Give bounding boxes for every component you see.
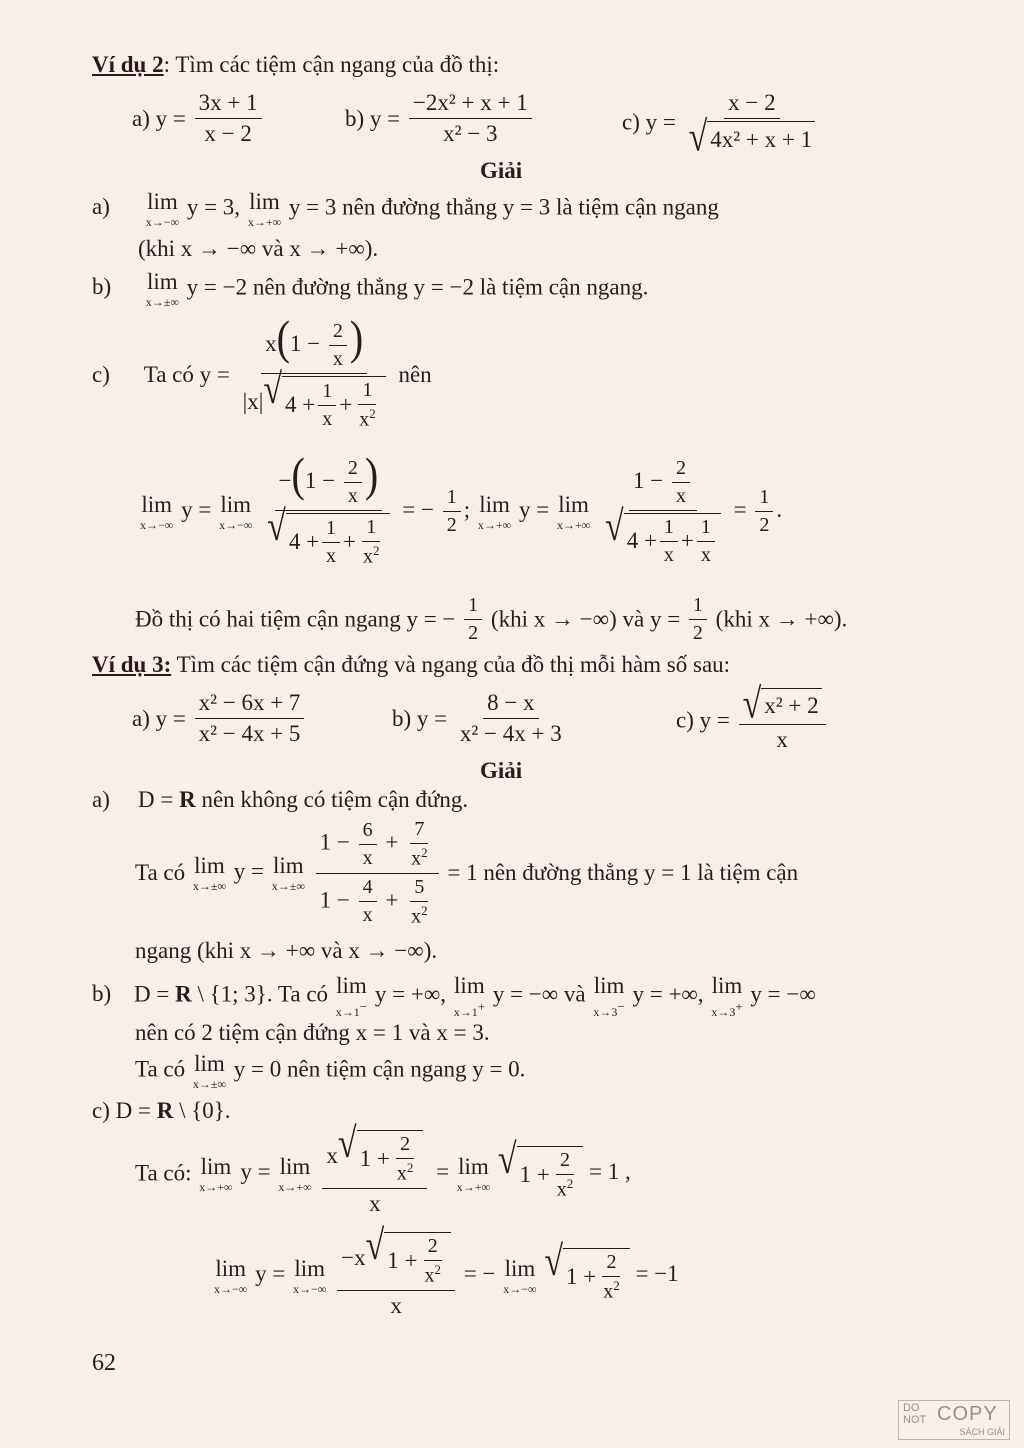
example-3-a-formula: a) y = $\frac{\text{x² − 6x + 7}}{\text{x² − 4x + 5}}$ [132, 690, 307, 748]
ex3-sol-b-line3: Ta có lim x→±∞ y = 0 nên tiệm cận ngang y = 0. [135, 1051, 526, 1091]
ex3-sol-c-line1: c) D = R \ {0}. [92, 1098, 231, 1123]
page-number: 62 [92, 1350, 116, 1376]
example-2-a-formula: a) y = $\frac{3x + 1}{x - 2}$ [132, 90, 265, 148]
ex3-sol-b-line1: b) D = R \ {1; 3}. Ta có lim x→1− y = +∞, lim x→1+ y = −∞ và lim x→3− y = +∞, lim x→3+ y = −∞ [92, 973, 816, 1019]
ex2-sol-c-limits: lim x→−∞ y = lim x→−∞ −(1 − $\frac{2}{x}$ ) √ 4 + $\frac{1}{x}$ + $\frac{1}{x^2}$ = − $\frac{1}{2}$ ; lim x→+∞ y = lim x→+∞ 1 − $\frac{2}{x}$ √ 4 + $\frac{1}{x}$ + $\frac{1}{x}$ = $\frac{1}{2}$ . [140, 447, 783, 568]
example-3-c-formula: c) y = √ x² + 2 x [676, 688, 829, 753]
ex3-sol-b-line2: nên có 2 tiệm cận đứng x = 1 và x = 3. [135, 1020, 490, 1045]
ex2-conclusion: Đồ thị có hai tiệm cận ngang y = − $\frac{1}{2}$ (khi x → −∞) và y = $\frac{1}{2}$ (khi x → +∞). [135, 594, 848, 644]
watermark-logo: DO NOT COPY SÁCH GIẢI [898, 1400, 1010, 1440]
example-3-b-formula: b) y = $\frac{8 - x}{\text{x² − 4x + 3}}$ [392, 690, 562, 747]
solution-title-1: Giải [480, 158, 523, 183]
ex2-sol-b: b) lim x→±∞ y = −2 nên đường thẳng y = −2 là tiệm cận ngang. [92, 269, 649, 309]
ex2-sol-a-line2: (khi x → −∞ và x → +∞). [138, 236, 379, 261]
ex3-sol-c-limit-plus: Ta có: lim x→+∞ y = lim x→+∞ x √ 1 + $\frac{2}{x^2}$ x = lim x→+∞ √ 1 + $\frac{2}{x^2}$ = 1 , [135, 1120, 631, 1216]
solution-title-2: Giải [480, 758, 523, 783]
example-2-heading: Ví dụ 2: Tìm các tiệm cận ngang của đồ thị: [92, 52, 500, 77]
ex3-sol-a-line1: a) D = R nên không có tiệm cận đứng. [92, 787, 469, 812]
ex2-sol-c: c) Ta có y = x(1 − $\frac{2}{x}$ ) |x| √ 4 + $\frac{1}{x}$ + $\frac{1}{x^2}$ nên [92, 310, 432, 431]
ex3-sol-a-line3: ngang (khi x → +∞ và x → −∞). [135, 938, 438, 963]
ex3-sol-c-limit-minus: lim x→−∞ y = lim x→−∞ −x √ 1 + $\frac{2}{x^2}$ x = − lim x→−∞ √ 1 + $\frac{2}{x^2}$ = −1 [214, 1222, 679, 1318]
example-2-b-formula: b) y = $\frac{\text{−2x² + x + 1}}{\text{x² − 3}}$ [345, 90, 535, 148]
example-3-heading: Ví dụ 3: Tìm các tiệm cận đứng và ngang của đồ thị mỗi hàm số sau: [92, 652, 731, 677]
ex2-sol-a: a) lim x→−∞ y = 3, lim x→+∞ y = 3 nên đường thẳng y = 3 là tiệm cận ngang [92, 189, 719, 229]
ex3-sol-a-limit: Ta có lim x→±∞ y = lim x→±∞ 1 − $\frac{6}{x}$ + $\frac{7}{x^2}$ 1 − $\frac{4}{x}$ + $\frac{5}{x^2}$ = 1 nên đường thẳng y = 1 là tiệm cận [135, 818, 799, 928]
example-2-c-formula: c) y = x − 2 √ 4x² + x + 1 [622, 90, 822, 155]
